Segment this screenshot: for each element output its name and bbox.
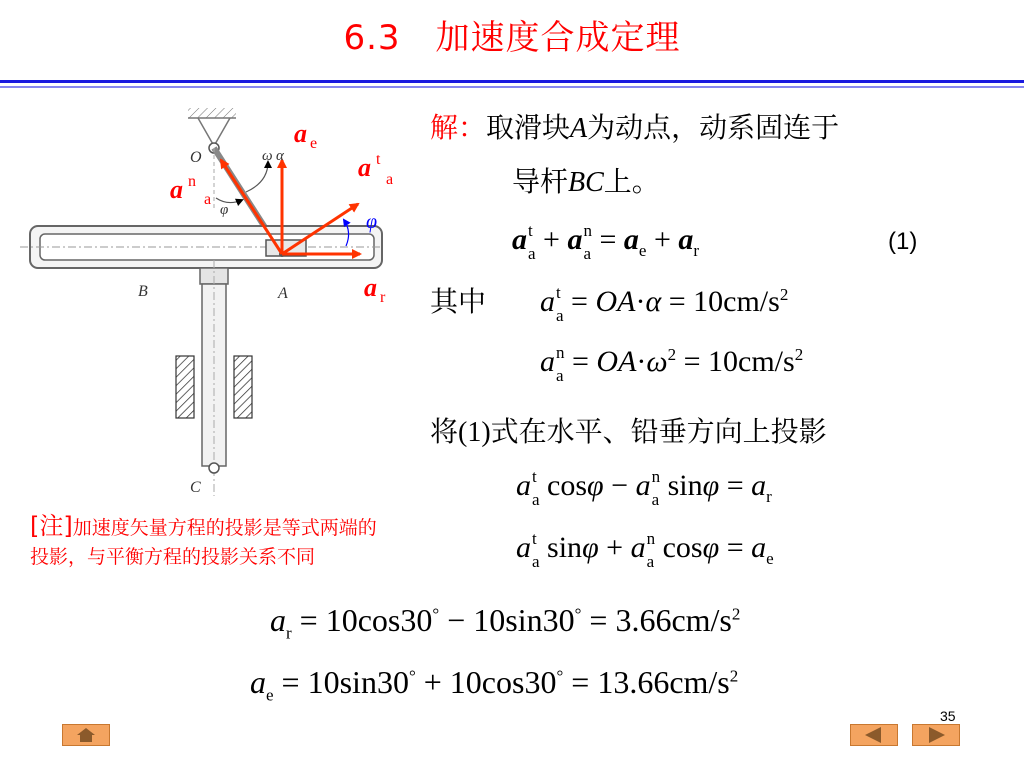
tangential-equation: a t a = $OA\cdot\alpha = 10cm/s^2$	[540, 283, 789, 325]
label-phi: φ	[220, 202, 229, 218]
label-alpha: α	[276, 148, 284, 164]
svg-text:a: a	[204, 191, 212, 208]
top-support-ground	[188, 108, 236, 118]
equation-number: (1)	[888, 228, 918, 255]
svg-text:e: e	[310, 135, 318, 152]
projection-text: 将(1)式在水平、铅垂方向上投影	[430, 415, 827, 448]
prev-arrow-icon	[851, 725, 897, 745]
next-button[interactable]	[912, 724, 960, 746]
title-rule-thin	[0, 86, 1024, 88]
pivot-C	[209, 463, 219, 473]
ae-result: $a_e = 10\sin 30^\circ + 10\cos 30^\circ = 13.66cm/s^2$	[250, 664, 739, 705]
vertical-projection: a t a sinφ + a n a $\cos\varphi = a_e$	[516, 529, 774, 571]
label-at: a	[358, 153, 371, 182]
pivot-support	[198, 118, 230, 146]
normal-equation: a n a = $OA\cdot\omega^2 = 10cm/s^2$	[540, 343, 804, 385]
svg-text:a: a	[386, 171, 394, 188]
horizontal-projection: a t a cosφ − a n a $\sin\varphi = a_r$	[516, 467, 772, 509]
label-B: B	[138, 283, 148, 300]
solution-line-2: 导杆BC上。	[512, 165, 660, 198]
svg-text:r: r	[380, 289, 386, 306]
note-bracket: [注]	[30, 512, 73, 540]
label-ae: a	[294, 119, 307, 148]
solution-line-1: 解：取滑块A为动点，动系固连于	[430, 111, 840, 144]
qizhong-label: 其中	[430, 285, 487, 318]
right-guide	[234, 356, 252, 418]
ar-result: $a_r = 10\cos 30^\circ - 10\sin 30^\circ = 3.66cm/s^2$	[270, 602, 741, 643]
page-title: 6.3 加速度合成定理	[343, 18, 681, 58]
home-button[interactable]	[62, 724, 110, 746]
mechanism-diagram	[20, 100, 420, 500]
label-ar: a	[364, 273, 377, 302]
label-phi-blue: φ	[366, 211, 378, 233]
note-text: 加速度矢量方程的投影是等式两端的投影，与平衡方程的投影关系不同	[30, 517, 377, 568]
svg-text:t: t	[376, 151, 381, 168]
left-guide	[176, 356, 194, 418]
label-omega: ω	[262, 148, 273, 164]
label-A: A	[278, 285, 288, 302]
home-icon	[63, 725, 109, 745]
page-number: 35	[940, 708, 956, 724]
solution-label: 解：	[430, 111, 487, 144]
vector-equation: a t a + a n a = $a_e + a_r$	[512, 221, 700, 263]
label-an: a	[170, 175, 183, 204]
label-C: C	[190, 479, 201, 496]
prev-button[interactable]	[850, 724, 898, 746]
next-arrow-icon	[913, 725, 959, 745]
title-rule	[0, 80, 1024, 83]
label-O: O	[190, 149, 202, 166]
note-box	[30, 512, 390, 572]
svg-text:n: n	[188, 173, 196, 190]
omega-arc-icon	[246, 162, 268, 192]
